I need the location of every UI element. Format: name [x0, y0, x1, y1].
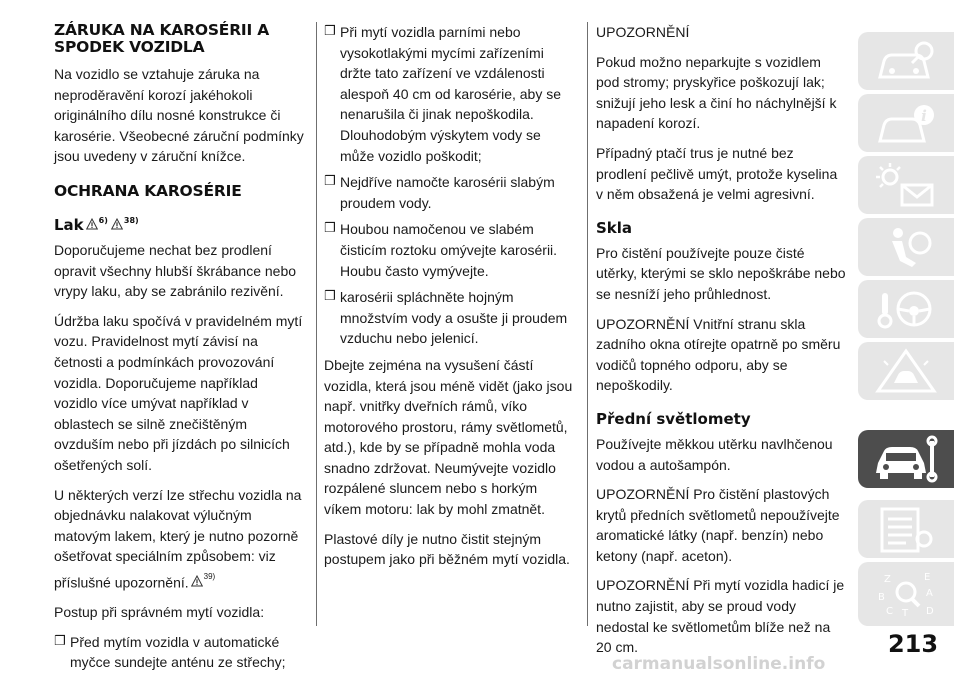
- warning-lights-icon: [872, 161, 940, 209]
- warning-triangle-icon: [872, 347, 940, 395]
- paragraph: Plastové díly je nutno čistit stejným postupem jako při běžném mytí vozidla.: [324, 530, 570, 568]
- chapter-tab-emergency[interactable]: [858, 342, 954, 400]
- page-number: 213: [887, 630, 939, 658]
- warning-label: UPOZORNĚNÍ: [596, 24, 690, 40]
- steering-key-icon: [872, 285, 940, 333]
- text-column-2: [324, 22, 576, 579]
- warning-triangle-icon: [111, 218, 123, 230]
- subheading-headlights: Přední světlomety: [596, 409, 751, 428]
- watermark: carmanualsonline.info: [612, 654, 826, 674]
- list-item-text: Při mytí vozidla parními nebo vysokotlakými mycími zařízeními držte tato zařízení ve vzdálenosti alespoň 40 cm od karosérie, aby se nenarušila či jinak nepoškodila. Dlouhodobým výskytem vody se může vozidlo poškodit;: [340, 24, 562, 164]
- index-letter: E: [924, 572, 931, 583]
- warning-reference: [86, 212, 142, 230]
- index-letter: Z: [884, 574, 891, 585]
- airbag-icon: [872, 223, 940, 271]
- list-item-text: karosérii spláchněte hojným množstvím vody a osušte ji proudem vzduchu nebo jelenicí.: [340, 289, 568, 347]
- car-service-icon: [872, 435, 940, 483]
- list-item-text: Před mytím vozidla v automatické myčce sundejte anténu ze střechy;: [70, 633, 286, 671]
- reference-number: 39): [203, 571, 216, 581]
- section-heading-warranty: ZÁRUKA NA KAROSÉRII A SPODEK VOZIDLA: [54, 21, 270, 56]
- warning-reference: [191, 567, 219, 588]
- warning-triangle-icon: [191, 575, 203, 587]
- chapter-tab-warning-lights[interactable]: [858, 156, 954, 214]
- paragraph-text: U některých verzí lze střechu vozidla na objednávku nalakovat výlučným matovým lakem, který je nutno pozorně ošetřovat speciálním způsobem: viz příslušné upozornění.: [54, 486, 302, 591]
- chapter-tab-maintenance[interactable]: [858, 430, 954, 488]
- list-item: [324, 287, 576, 349]
- paragraph: Na vozidlo se vztahuje záruka na neproděravění korozí jakéhokoli originálního dílu nosné konstrukce či karosérie. Všeobecné záruční podmínky jsou uvedeny v záruční knížce.: [54, 66, 304, 165]
- paragraph: Pro čistění používejte pouze čisté utěrky, kterými se sklo nepoškrábe nebo se nesníží jeho průhlednost.: [596, 244, 846, 302]
- car-dashboard-icon: [872, 37, 940, 85]
- index-letter: B: [878, 592, 885, 603]
- subheading-glass: Skla: [596, 218, 633, 237]
- list-item: [54, 632, 304, 673]
- paragraph: Postup při správném mytí vozidla:: [54, 604, 265, 621]
- paragraph: Údržba laku spočívá v pravidelném mytí vozu. Pravidelnost mytí závisí na četnosti a podmínkách provozování vozidla. Doporučujeme například vozidlo více umývat například v oblastech se silně znečištěným ovzduším nebo při jízdách po silnicích ošetřených solí.: [54, 312, 303, 473]
- subheading-label: Lak: [54, 215, 84, 234]
- warning-paragraph: UPOZORNĚNÍ Vnitřní stranu skla zadního okna otírejte opatrně po směru vodičů topného odporu, aby se nepoškodily.: [596, 315, 841, 394]
- chapter-tab-info[interactable]: [858, 94, 954, 152]
- chapter-tab-specifications[interactable]: [858, 500, 954, 558]
- list-item: [324, 22, 576, 166]
- index-letter: T: [902, 608, 909, 618]
- column-divider: [587, 22, 588, 626]
- list-item-text: Houbou namočenou ve slabém čisticím roztoku omývejte karosérii. Houbu často vymývejte.: [340, 221, 558, 279]
- text-column-1: [54, 22, 304, 679]
- section-heading-body-protection: OCHRANA KAROSÉRIE: [54, 181, 242, 200]
- paragraph: Používejte měkkou utěrku navlhčenou vodou a autošampón.: [596, 435, 833, 473]
- warning-triangle-icon: [86, 218, 98, 230]
- svg-text:i: i: [921, 107, 927, 125]
- reference-number: 38): [123, 215, 139, 225]
- paragraph: Pokud možno neparkujte s vozidlem pod stromy; pryskyřice poškozují lak; snižují jeho lesk a činí ho náchylnější k napadení korozí.: [596, 53, 837, 132]
- list-item-text: Nejdříve namočte karosérii slabým proudem vody.: [340, 174, 555, 211]
- specifications-list-icon: [872, 505, 940, 553]
- car-info-icon: [872, 99, 940, 147]
- index-letter: D: [926, 606, 934, 617]
- paragraph: Dbejte zejména na vysušení částí vozidla, která jsou méně vidět (jako jsou např. vnitřky dveřních rámů, víko motorového prostoru, rámy světlometů, atd.), kde by se případně mohla voda snadno zdržovat. Neumývejte vozidlo rozpálené sluncem nebo s horkým víkem motoru: lak by mohl zmatnět.: [324, 356, 573, 518]
- reference-number: 6): [98, 215, 108, 225]
- checkbox-bullet-icon: ❒: [324, 289, 336, 305]
- text-column-3: [596, 22, 846, 667]
- paragraph: Doporučujeme nechat bez prodlení opravit všechny hlubší škrábance nebo vrypy laku, aby se zabránilo rezivění.: [54, 241, 297, 300]
- column-divider: [316, 22, 317, 626]
- chapter-tab-dashboard[interactable]: [858, 32, 954, 90]
- list-item: [324, 172, 576, 213]
- paragraph: Případný ptačí trus je nutné bez prodlení pečlivě umýt, protože kyselina v něm obsažená je velmi agresivní.: [596, 144, 838, 203]
- list-item: [324, 219, 576, 281]
- warning-paragraph: UPOZORNĚNÍ Pro čistění plastových krytů předních světlometů nepoužívejte aromatické látky (např. benzín) nebo ketony (např. aceton).: [596, 486, 840, 564]
- chapter-tab-safety[interactable]: [858, 218, 954, 276]
- checkbox-bullet-icon: ❒: [324, 24, 336, 39]
- subheading-paint: [54, 212, 304, 234]
- index-letter: C: [886, 606, 893, 617]
- paragraph: [54, 485, 304, 594]
- chapter-tab-index[interactable]: [858, 562, 954, 626]
- checkbox-bullet-icon: ❒: [54, 633, 66, 649]
- chapter-tab-starting[interactable]: [858, 280, 954, 338]
- checkbox-bullet-icon: ❒: [324, 174, 336, 190]
- warning-paragraph: UPOZORNĚNÍ Při mytí vozidla hadicí je nutno zajistit, aby se proud vody nedostal ke světlometům blíže než na 20 cm.: [596, 577, 845, 656]
- alphabetical-index-icon: [872, 570, 940, 618]
- index-letter: A: [926, 588, 933, 599]
- checkbox-bullet-icon: ❒: [324, 221, 336, 237]
